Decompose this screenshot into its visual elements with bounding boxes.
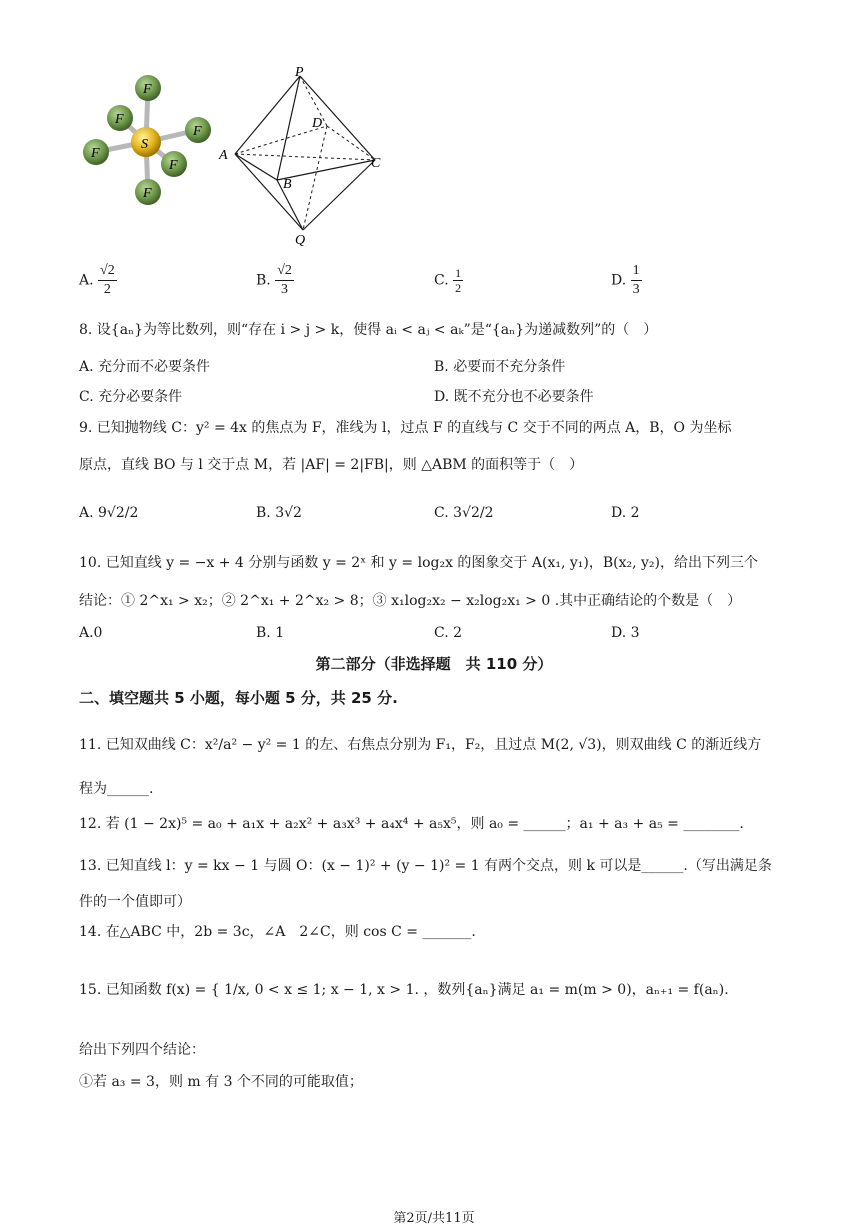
q8-option-a[interactable]: A. 充分而不必要条件: [79, 359, 211, 375]
q7-option-c[interactable]: [434, 266, 463, 295]
q12-text: 12. 若 (1 − 2x)⁵ = a₀ + a₁x + a₂x² + a₃x³ + a₄x⁴ + a₅x⁵，则 a₀ = ______；a₁ + a₃ + a₅ = ________.: [79, 816, 744, 832]
vertex-label-p: P: [295, 65, 304, 80]
q11-line-1: 11. 已知双曲线 C：x²/a² − y² = 1 的左、右焦点分别为 F₁，F₂，且过点 M(2, √3)，则双曲线 C 的渐近线方: [79, 737, 762, 753]
q10-option-d[interactable]: D. 3: [611, 625, 640, 641]
q13-line-1: 13. 已知直线 l：y = kx − 1 与圆 O：(x − 1)² + (y − 1)² = 1 有两个交点，则 k 可以是______.（写出满足条: [79, 858, 772, 874]
q7-option-c-letter: C.: [434, 272, 449, 289]
q10-line-2: 结论：① 2^x₁ > x₂；② 2^x₁ + 2^x₂ > 8；③ x₁log₂x₂ − x₂log₂x₁ > 0 .其中正确结论的个数是（ ）: [79, 593, 742, 609]
page-footer: 第2页/共11页: [393, 1211, 475, 1226]
q9-option-d[interactable]: D. 2: [611, 505, 640, 521]
q10-option-c[interactable]: C. 2: [434, 625, 463, 641]
section-two-heading: 二、填空题共 5 小题，每小题 5 分，共 25 分.: [79, 689, 398, 707]
q8-stem: 8. 设{aₙ}为等比数列，则“存在 i > j > k，使得 aᵢ < aⱼ < aₖ”是“{aₙ}为递减数列”的（ ）: [79, 322, 658, 338]
q7-option-a-value: $\frac{√2}{2}$: [100, 263, 115, 297]
q15-line-1: 15. 已知函数 f(x) = { 1/x, 0 < x ≤ 1; x − 1, x > 1. ，数列{aₙ}满足 a₁ = m(m > 0)，aₙ₊₁ = f(aₙ).: [79, 982, 729, 998]
q15-line-3: ①若 a₃ = 3，则 m 有 3 个不同的可能取值；: [79, 1074, 363, 1090]
q8-option-c[interactable]: C. 充分必要条件: [79, 389, 183, 405]
q10-option-b[interactable]: B. 1: [256, 625, 285, 641]
q10-line-1: 10. 已知直线 y = −x + 4 分别与函数 y = 2ˣ 和 y = log₂x 的图象交于 A(x₁, y₁)，B(x₂, y₂)，给出下列三个: [79, 555, 758, 571]
q13-line-2: 件的一个值即可）: [79, 894, 191, 910]
q9-option-b[interactable]: B. 3√2: [256, 505, 302, 521]
s-label: S: [141, 137, 148, 152]
vertex-label-c: C: [371, 156, 381, 171]
vertex-label-b: B: [283, 177, 292, 192]
part-two-heading: 第二部分（非选择题 共 110 分）: [315, 655, 553, 673]
q15-line-2: 给出下列四个结论：: [79, 1042, 205, 1058]
q8-option-d[interactable]: D. 既不充分也不必要条件: [434, 389, 594, 405]
q7-option-d-value: $\frac{1}{3}$: [632, 263, 640, 297]
q11-line-2: 程为______.: [79, 781, 154, 797]
q9-line-2: 原点，直线 BO 与 l 交于点 M，若 |AF| = 2|FB|，则 △ABM 的面积等于（ ）: [79, 457, 584, 473]
f-label-front: F: [169, 158, 178, 173]
f-label-right: F: [193, 124, 202, 139]
f-label-left: F: [91, 146, 100, 161]
q9-option-a[interactable]: A. 9√2/2: [79, 505, 139, 521]
q7-option-d-letter: D.: [611, 272, 627, 289]
sf6-molecule-figure: [78, 70, 218, 210]
q7-option-a[interactable]: [79, 262, 117, 299]
q7-option-c-value: $\frac{1}{2}$: [455, 266, 462, 295]
q7-option-d[interactable]: [611, 262, 642, 299]
octahedron-figure: [215, 62, 390, 252]
q7-option-b[interactable]: [256, 262, 294, 299]
vertex-label-d: D: [312, 116, 323, 131]
q8-option-b[interactable]: B. 必要而不充分条件: [434, 359, 566, 375]
f-label-back: F: [115, 112, 124, 127]
vertex-label-a: A: [219, 148, 228, 163]
f-label-bottom: F: [143, 186, 152, 201]
f-label-top: F: [143, 82, 152, 97]
q7-option-b-letter: B.: [256, 272, 271, 289]
q7-option-a-letter: A.: [79, 272, 94, 289]
q9-line-1: 9. 已知抛物线 C：y² = 4x 的焦点为 F，准线为 l，过点 F 的直线与 C 交于不同的两点 A，B，O 为坐标: [79, 420, 732, 436]
vertex-label-q: Q: [295, 233, 306, 248]
q9-option-c[interactable]: C. 3√2/2: [434, 505, 494, 521]
q10-option-a[interactable]: A.0: [79, 625, 103, 641]
q14-text: 14. 在△ABC 中，2b = 3c，∠A 2∠C，则 cos C = _______.: [79, 924, 476, 940]
q7-option-b-value: $\frac{√2}{3}$: [277, 263, 292, 297]
